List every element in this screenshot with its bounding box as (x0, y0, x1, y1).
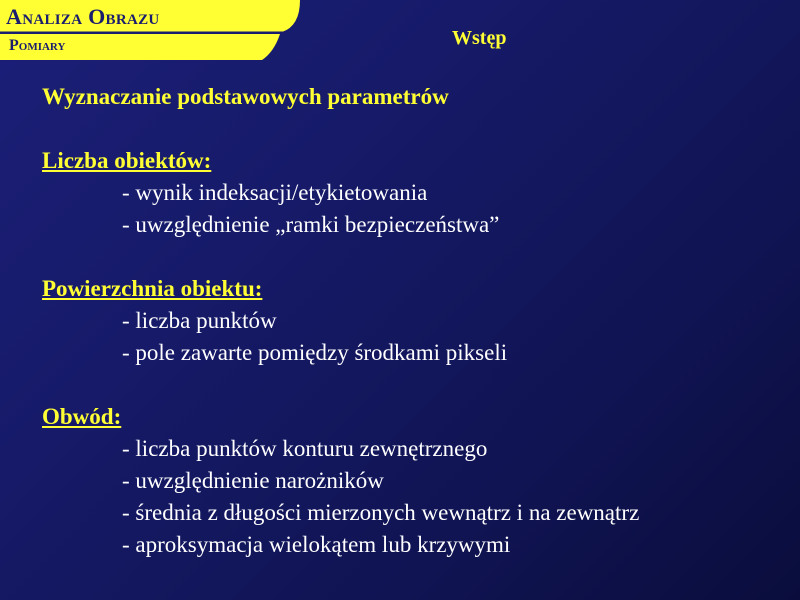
list-item: - średnia z długości mierzonych wewnątrz i na zewnątrz (122, 500, 640, 525)
group-perimeter (42, 402, 782, 562)
presentation-subtitle: Pomiary (9, 37, 66, 54)
list-item: - aproksymacja wielokątem lub krzywymi (122, 532, 511, 557)
group-heading: Powierzchnia obiektu: (42, 276, 263, 301)
group-object-area (42, 274, 782, 370)
list-item: - liczba punktów (122, 308, 277, 333)
section-title: Wstęp (452, 27, 507, 49)
slide-content (42, 82, 782, 562)
main-heading: Wyznaczanie podstawowych parametrów (42, 84, 449, 109)
group-heading: Obwód: (42, 404, 122, 429)
list-item: - pole zawarte pomiędzy środkami pikseli (122, 340, 508, 365)
list-item: - uwzględnienie narożników (122, 468, 384, 493)
group-object-count (42, 146, 782, 242)
group-heading: Liczba obiektów: (42, 148, 212, 173)
presentation-title: Analiza Obrazu (6, 4, 160, 29)
list-item: - wynik indeksacji/etykietowania (122, 180, 428, 205)
list-item: - liczba punktów konturu zewnętrznego (122, 436, 488, 461)
list-item: - uwzględnienie „ramki bezpieczeństwa” (122, 212, 500, 237)
